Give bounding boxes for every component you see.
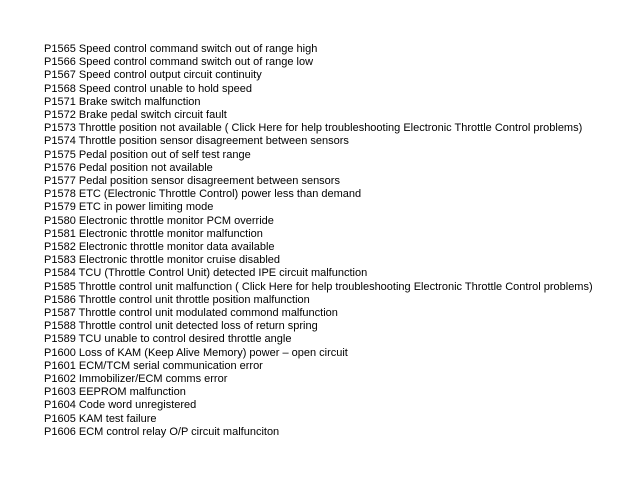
code-line: P1577 Pedal position sensor disagreement between sensors bbox=[44, 175, 340, 188]
code-line: P1583 Electronic throttle monitor cruise disabled bbox=[44, 254, 281, 267]
code-line: P1574 Throttle position sensor disagreement between sensors bbox=[44, 135, 349, 148]
code-line: P1573 Throttle position not available ( Click Here for help troubleshooting Electronic Throttle Control problems) bbox=[44, 122, 583, 135]
code-line: P1601 ECM/TCM serial communication error bbox=[44, 359, 263, 372]
code-line: P1567 Speed control output circuit continuity bbox=[44, 69, 262, 82]
code-line: P1566 Speed control command switch out of range low bbox=[44, 56, 314, 69]
code-line: P1578 ETC (Electronic Throttle Control) power less than demand bbox=[44, 188, 362, 201]
code-line: P1580 Electronic throttle monitor PCM override bbox=[44, 214, 274, 227]
code-line: P1582 Electronic throttle monitor data available bbox=[44, 241, 275, 254]
code-line: P1579 ETC in power limiting mode bbox=[44, 201, 214, 214]
code-line: P1572 Brake pedal switch circuit fault bbox=[44, 109, 227, 122]
code-line: P1587 Throttle control unit modulated commond malfunction bbox=[44, 307, 338, 320]
code-line: P1600 Loss of KAM (Keep Alive Memory) power – open circuit bbox=[44, 346, 348, 359]
code-line: P1585 Throttle control unit malfunction ( Click Here for help troubleshooting Electronic Throttle Control problems) bbox=[44, 280, 593, 293]
code-line: P1586 Throttle control unit throttle position malfunction bbox=[44, 293, 310, 306]
code-line: P1606 ECM control relay O/P circuit malfunciton bbox=[44, 425, 280, 438]
code-line: P1576 Pedal position not available bbox=[44, 161, 213, 174]
code-line: P1565 Speed control command switch out of range high bbox=[44, 43, 318, 55]
code-line: P1581 Electronic throttle monitor malfunction bbox=[44, 227, 263, 240]
code-line: P1571 Brake switch malfunction bbox=[44, 95, 201, 108]
code-line: P1584 TCU (Throttle Control Unit) detected IPE circuit malfunction bbox=[44, 267, 368, 280]
code-line: P1604 Code word unregistered bbox=[44, 399, 197, 412]
code-line: P1603 EEPROM malfunction bbox=[44, 386, 186, 399]
code-line: P1588 Throttle control unit detected loss of return spring bbox=[44, 320, 318, 333]
trouble-code-list bbox=[44, 43, 638, 439]
code-line: P1568 Speed control unable to hold speed bbox=[44, 82, 252, 95]
code-line: P1575 Pedal position out of self test range bbox=[44, 148, 251, 161]
code-line: P1589 TCU unable to control desired throttle angle bbox=[44, 333, 292, 346]
code-line: P1602 Immobilizer/ECM comms error bbox=[44, 373, 228, 386]
code-line: P1605 KAM test failure bbox=[44, 412, 157, 425]
